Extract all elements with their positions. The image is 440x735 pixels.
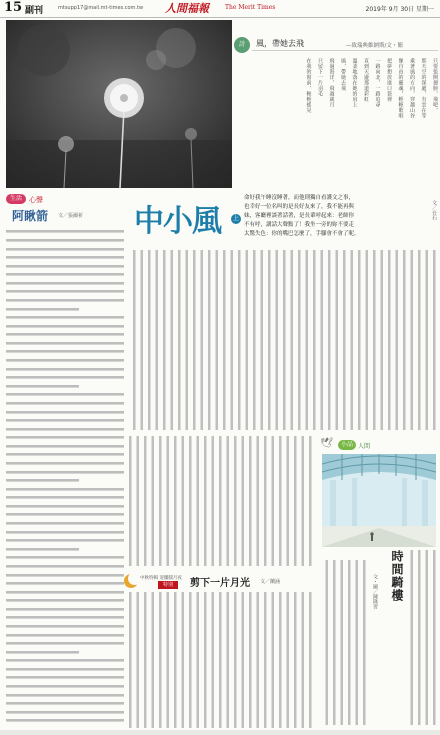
poem-line: 在我的窗前，輕輕搖晃: [305, 58, 312, 113]
logo-english: The Merit Times: [225, 4, 276, 11]
feature-body-text: [128, 250, 438, 430]
small-column-label: [320, 438, 410, 452]
poem-title: 風，帶她去飛: [256, 39, 304, 48]
small-column-title: 時間騎樓: [390, 550, 404, 602]
intro-line: 命好我午睡沒睡著，而他則獨自看護文之事，: [244, 195, 355, 201]
poem-line: 一路向北，一路追尋: [374, 58, 381, 108]
page-number: 15: [4, 0, 23, 15]
page-bottom-strip: [0, 730, 440, 735]
small-column-category: 人間: [358, 443, 371, 450]
small-column-text-left: [322, 560, 368, 725]
bird-icon: 🕊: [320, 438, 333, 449]
feature-author: 文／台石: [431, 200, 437, 220]
intro-line: 不有呼，講話大聲點了！我坐一旁的妳不要走: [244, 222, 355, 228]
feature-intro: [244, 194, 434, 242]
poem-line: 乘著風的方向，穿越山谷: [409, 58, 415, 119]
dandelion-photo: [6, 20, 232, 188]
moon-piece-body-text: [128, 592, 314, 728]
poem-line: 只留下一片羽毛: [317, 58, 323, 97]
feature-part-badge: 上: [232, 215, 239, 222]
poem-line: 把夢想放進口袋裡: [386, 58, 392, 102]
feature-body-text-continued: [128, 436, 314, 566]
column-heading: 阿瞅箭: [12, 209, 49, 223]
column-body-text: [6, 228, 124, 728]
poem-line: 風，帶她去飛: [340, 58, 346, 91]
dandelion-image: [6, 20, 232, 188]
small-column-author: 文・圖／陳隆習: [372, 574, 378, 609]
mid-autumn-badge: [124, 574, 190, 590]
arcade-image: [322, 454, 436, 547]
intro-line: 妹，客廳裡談著話著，是長輩呼起來：老師你: [244, 213, 355, 219]
poem-section: [232, 20, 440, 188]
intro-line: 太驚失色：你的嘴巴怎麼了，手腳會不會了呢。: [244, 231, 360, 237]
column-author: 文／張爾祈: [58, 213, 84, 219]
poem-line: 像自由的靈魂，輕輕歌唱: [397, 58, 404, 119]
left-column: [6, 194, 124, 729]
poem-icon: 詩: [234, 37, 250, 53]
small-column-badge: 小品: [338, 440, 356, 450]
poem-line: 那天空的深處，有雲在等: [420, 58, 427, 119]
arcade-photo: [322, 454, 436, 547]
poem-divider: [252, 50, 438, 51]
intro-line: 也幸好一位名叫的是長好友來了，我不能再與: [244, 204, 355, 210]
category-label: 心聲: [29, 196, 43, 204]
newspaper-logo: [165, 0, 280, 16]
poem-line: 飛過海洋，飛過歲月: [328, 58, 335, 108]
poem-line: 直到天邊那道彩虹: [363, 58, 369, 102]
logo-chinese: 人間福報: [165, 2, 209, 15]
poem-credit: —致瑞典維納斯/文・簡: [346, 43, 403, 49]
feature-title-block: [128, 194, 239, 244]
section-name: 副刊: [25, 6, 44, 16]
mid-autumn-label: 中秋特輯 迎團圓月夜: [140, 576, 182, 581]
moon-piece-title: 剪下一片月光: [190, 578, 250, 589]
moon-piece-author: 文／蘭涵: [260, 579, 281, 585]
feature-title: 中小風: [134, 204, 221, 239]
page-header: [0, 0, 440, 18]
poem-line: 只要張開翅膀，飛吧，: [432, 58, 438, 113]
poem-line: 溫柔地落在她的肩上: [351, 58, 358, 108]
category-badge: 生活: [6, 194, 26, 204]
mid-autumn-box: 特別: [158, 581, 178, 589]
issue-date: 2019年 9月 30日 星期一: [365, 6, 434, 13]
poem-body: [238, 58, 438, 186]
small-column-text-right: [408, 550, 438, 725]
section-email: mtsupp17@mail.mt-times.com.tw: [58, 5, 144, 11]
